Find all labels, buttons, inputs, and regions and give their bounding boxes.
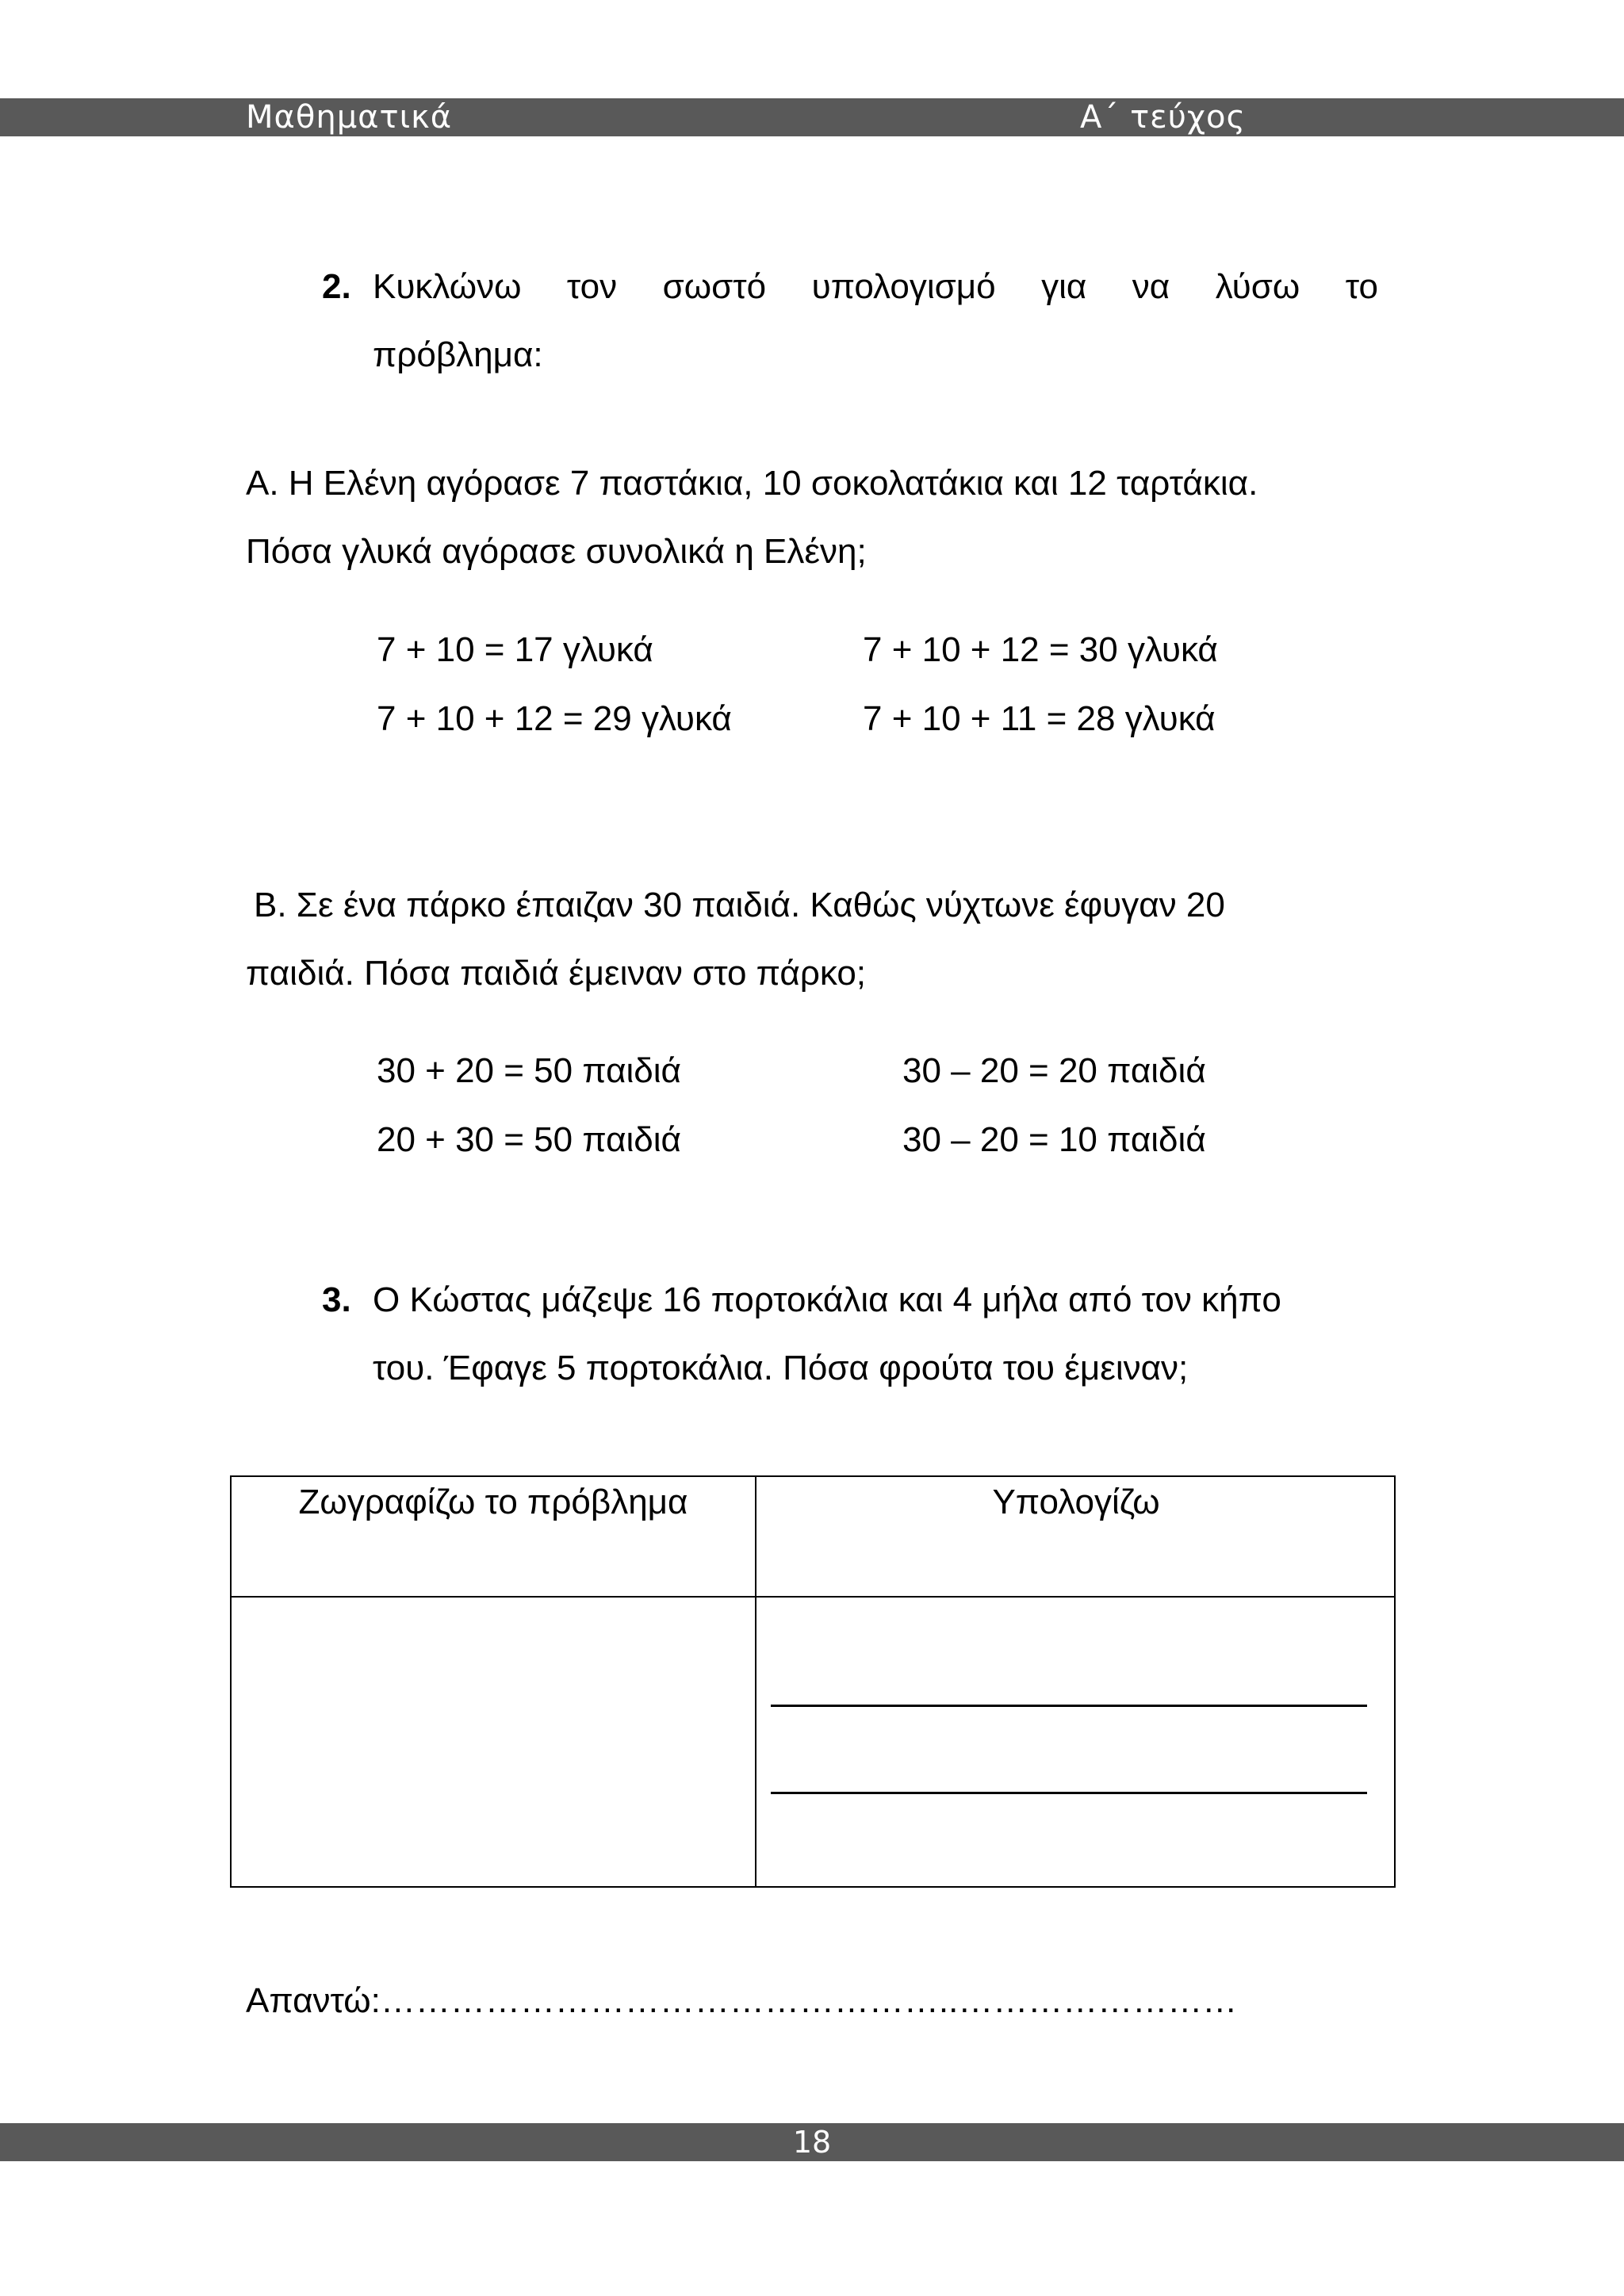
- problem-b-option-1[interactable]: 30 + 20 = 50 παιδιά: [377, 1051, 681, 1090]
- instruction-word: για: [1041, 267, 1087, 306]
- problem-a-option-4[interactable]: 7 + 10 + 11 = 28 γλυκά: [863, 699, 1216, 738]
- exercise-2-instruction-line2: πρόβλημα:: [373, 335, 543, 374]
- problem-a-option-1[interactable]: 7 + 10 = 17 γλυκά: [377, 630, 653, 669]
- exercise-2-instruction-line1: [373, 266, 1378, 308]
- work-table: [230, 1475, 1396, 1888]
- instruction-word: σωστό: [662, 267, 767, 306]
- problem-a-option-3[interactable]: 7 + 10 + 12 = 29 γλυκά: [377, 699, 732, 738]
- instruction-word: υπολογισμό: [811, 267, 996, 306]
- instruction-word: το: [1345, 267, 1378, 306]
- calculation-line-1[interactable]: [771, 1705, 1367, 1707]
- drawing-area[interactable]: [232, 1598, 755, 1888]
- answer-line[interactable]: Απαντώ:…………………………………………..……………………: [246, 1981, 1238, 2020]
- table-header-draw: Ζωγραφίζω το πρόβλημα: [298, 1483, 688, 1521]
- instruction-word: λύσω: [1215, 267, 1300, 306]
- footer-band: [0, 2123, 1624, 2161]
- calculation-line-2[interactable]: [771, 1792, 1367, 1794]
- page-number: 18: [792, 2125, 832, 2160]
- header-band: [0, 98, 1624, 136]
- problem-b-line2: παιδιά. Πόσα παιδιά έμειναν στο πάρκο;: [246, 954, 867, 993]
- exercise-3-line1: Ο Κώστας μάζεψε 16 πορτοκάλια και 4 μήλα από τον κήπο: [373, 1280, 1281, 1319]
- problem-b-line1: Β. Σε ένα πάρκο έπαιζαν 30 παιδιά. Καθώς νύχτωνε έφυγαν 20: [254, 886, 1225, 924]
- problem-b-option-4[interactable]: 30 – 20 = 10 παιδιά: [902, 1120, 1206, 1159]
- table-column-divider: [755, 1477, 756, 1886]
- problem-a-line2: Πόσα γλυκά αγόρασε συνολικά η Ελένη;: [246, 532, 867, 571]
- exercise-3-number: 3.: [322, 1280, 351, 1319]
- table-header-calculate: Υπολογίζω: [992, 1483, 1160, 1521]
- problem-a-option-2[interactable]: 7 + 10 + 12 = 30 γλυκά: [863, 630, 1218, 669]
- header-volume: Α΄ τεύχος: [1080, 99, 1246, 136]
- header-subject: Μαθηματικά: [246, 99, 453, 136]
- problem-a-line1: Α. Η Ελένη αγόρασε 7 παστάκια, 10 σοκολατάκια και 12 ταρτάκια.: [246, 464, 1258, 503]
- instruction-word: Κυκλώνω: [373, 267, 522, 306]
- exercise-3-line2: του. Έφαγε 5 πορτοκάλια. Πόσα φρούτα του έμειναν;: [373, 1349, 1189, 1387]
- problem-b-option-2[interactable]: 30 – 20 = 20 παιδιά: [902, 1051, 1206, 1090]
- instruction-word: τον: [566, 267, 618, 306]
- problem-b-option-3[interactable]: 20 + 30 = 50 παιδιά: [377, 1120, 681, 1159]
- exercise-2-number: 2.: [322, 267, 351, 306]
- instruction-word: να: [1132, 267, 1170, 306]
